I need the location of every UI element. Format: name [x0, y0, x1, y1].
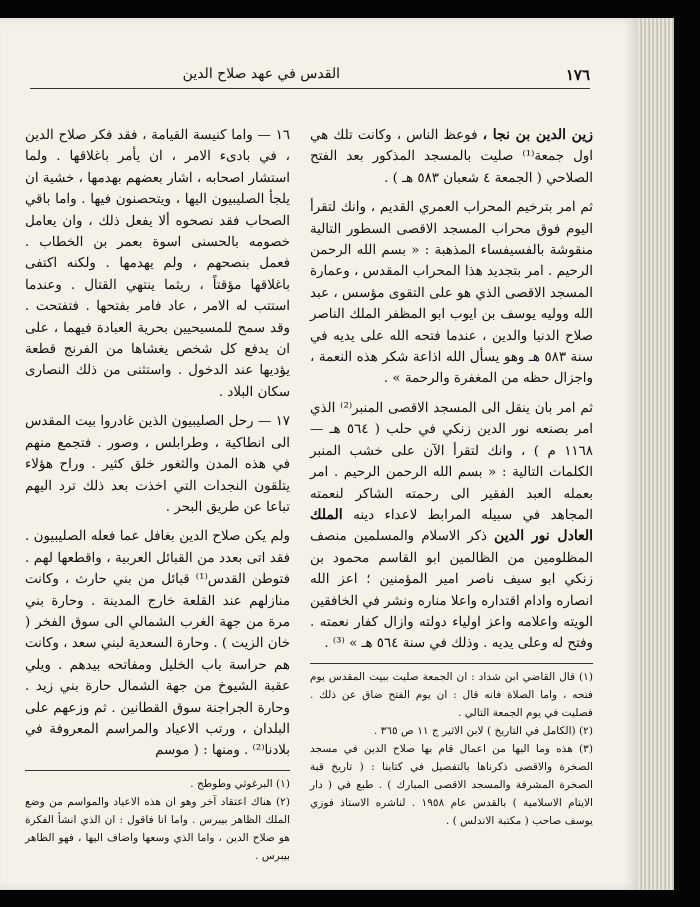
paragraph-text: ذكر الاسلام والمسلمين منصف المظلومين من الظالمين ابو القاسم محمود بن زنكي ابو سيف ناصر امير المؤمنين ؛ اعز الله انصاره وادام اقتداره واعلا مناره ونشر في الخافقين الويته واعلامه واعز اولياء دولته وازال كفار نعمته . وفتح له وعلى يديه . وذلك في سنة ٥٦٤ هـ » ⁽³⁾ .	[310, 529, 593, 652]
footnotes	[310, 668, 593, 830]
footnote-rule	[310, 663, 593, 664]
paragraph: ١٧ — رحل الصليبيون الذين غادروا بيت المقدس الى انطاكية ، وطرابلس ، وصور . فتجمع منهم في هذه المدن والثغور خلق كثير . وراح هؤلاء يتلقون النجدات التي اخذت بعد ذلك ترد اليهم تباعا عن طريق البحر .	[25, 414, 290, 515]
lead-name: زين الدين بن نجا ،	[482, 127, 593, 143]
footnote: (٣) هذه وما اليها من اعمال قام بها صلاح الدين في مسجد الصخرة والاقصى ذكرناها بالتفصيل في كتابنا : ( تاريخ قبة الصخرة المشرفة والمسجد الاقصى المبارك ) . طبع في ( دار الايتام الاسلامية ) بالقدس عام ١٩٥٨ . لناشره الاستاذ فوزي يوسف صاحب ( مكتبة الاندلس ) .	[310, 742, 594, 827]
paragraph-text: فوعظ الناس ، وكانت تلك هي اول جمعة⁽¹⁾ صليت بالمسجد المذكور بعد الفتح الصلاحي ( الجمعة ٤ شعبان ٥٨٣ هـ ) .	[310, 128, 593, 186]
footnotes	[25, 775, 290, 865]
running-head: القدس في عهد صلاح الدين	[182, 66, 340, 82]
footnote-rule	[25, 770, 290, 771]
page-number: ١٧٦	[565, 66, 590, 84]
right-column	[310, 125, 593, 830]
footnote: (١) البرغوثي وطوطح .	[190, 777, 290, 790]
page-header	[30, 60, 590, 100]
left-column	[25, 125, 290, 865]
paragraph-text: ثم امر بان ينقل الى المسجد الاقصى المنبر⁽²⁾ الذي امر بصنعه نور الدين زنكي في حلب ( ٥٦٤ هـ — ١١٦٨ م ) ، وانك لتقرأ الآن على خشب المنبر الكلمات التالية : « بسم الله الرحمن الرحيم . امر بعمله العبد الفقير الى رحمته الشاكر لنعمته المجاهد في سبيله المرابط لاعداء دينه	[310, 400, 593, 523]
header-rule	[30, 88, 590, 89]
paragraph: ثم امر بترخيم المحراب العمري القديم ، وانك لتقرأ اليوم فوق محراب المسجد الاقصى السطور التالية منقوشة بالفسيفساء المذهبة : « بسم الله الرحمن الرحيم . امر بتجديد هذا المحراب المقدس ، وعمارة المسجد الاقصى الذي هو على التقوى مؤسس ، عبد الله ووليه يوسف بن ايوب ابو المظفر الملك الناصر صلاح الدنيا والدين ، عندما فتحه الله على يديه في سنة ٥٨٣ هـ وهو يسأل الله اذاعة شكر هذه النعمة ، واجزال حظه من المغفرة والرحمة » .	[310, 200, 593, 387]
paragraph	[310, 125, 593, 189]
bold-title: الملك العادل نور الدين	[310, 506, 593, 545]
footnote: (١) قال القاضي ابن شداد : ان الجمعة صليت ببيت المقدس يوم فتحه ، واما الصلاة فانه قال : ان يوم الفتح ضاق عن ذلك . فصليت في يوم الجمعة التالي .	[310, 670, 593, 719]
paragraph: ١٦ — واما كنيسة القيامة ، فقد فكر صلاح الدين ، في بادىء الامر ، ان يأمر باغلاقها . ولما استشار اصحابه ، اشار بعضهم بهدمها ، خشية ان يلجأ الصليبيون اليها ، ويتحصنون فيها . واما باقي الصحاب فقد نصحوه ألا يفعل ذلك ، وان يعامل خصومه بالحسنى اسوة بعمر بن الخطاب . فعمل بنصحهم ، ولم يهدمها . ولكنه اكتفى باغلاقها مؤقتاً ، ريثما ينتهي القتال . وعندما استتب له الامر ، عاد فامر بفتحها . فتفتحت . وقد سمح للمسيحيين بحرية العبادة فيهما ، على ان يدفع كل شخص يغشاها من الفرنج قطعة يؤديها عند الدخول . واستثنى من ذلك النصارى سكان البلاد .	[25, 128, 290, 400]
paragraph: ولم يكن صلاح الدين بغافل عما فعله الصليبيون . فقد اتى بعدد من القبائل العربية ، واقطعها لهم . فتوطن القدس⁽¹⁾ قبائل من بني حارث ، وكانت منازلهم عند القلعة خارج المدينة . وحارة بني مرة من جهة الغرب الشمالي الى سوق الفخر ( خان الزيت ) . وحارة السعدية لبني سعد ، وكانت هم حراسة باب الخليل ومفاتحه بيدهم . ويلي عقبة الشيوخ من جهة الشمال حارة بني زيد . وحارة الجراجنة سوق القطانين . ثم وزعهم على البلدان ، ورتب الاعياد والمراسم المعروفة في بلادنا⁽²⁾ . ومنها : ( موسم	[25, 529, 290, 759]
paragraph	[310, 398, 593, 655]
footnote: (٢) (الكامل في التاريخ ) لابن الاثير ج ١١ ص ٣٦٥ .	[373, 724, 593, 737]
footnote: (٢) هناك اعتقاد آخر وهو ان هذه الاعياد والمواسم من وضع الملك الظاهر بيبرس . واما انا فاقول : ان الذي انشأ الفكرة هو صلاح الدين ، واما الذي وسعها واضاف اليها ، فهو الظاهر بيبرس .	[25, 795, 290, 862]
